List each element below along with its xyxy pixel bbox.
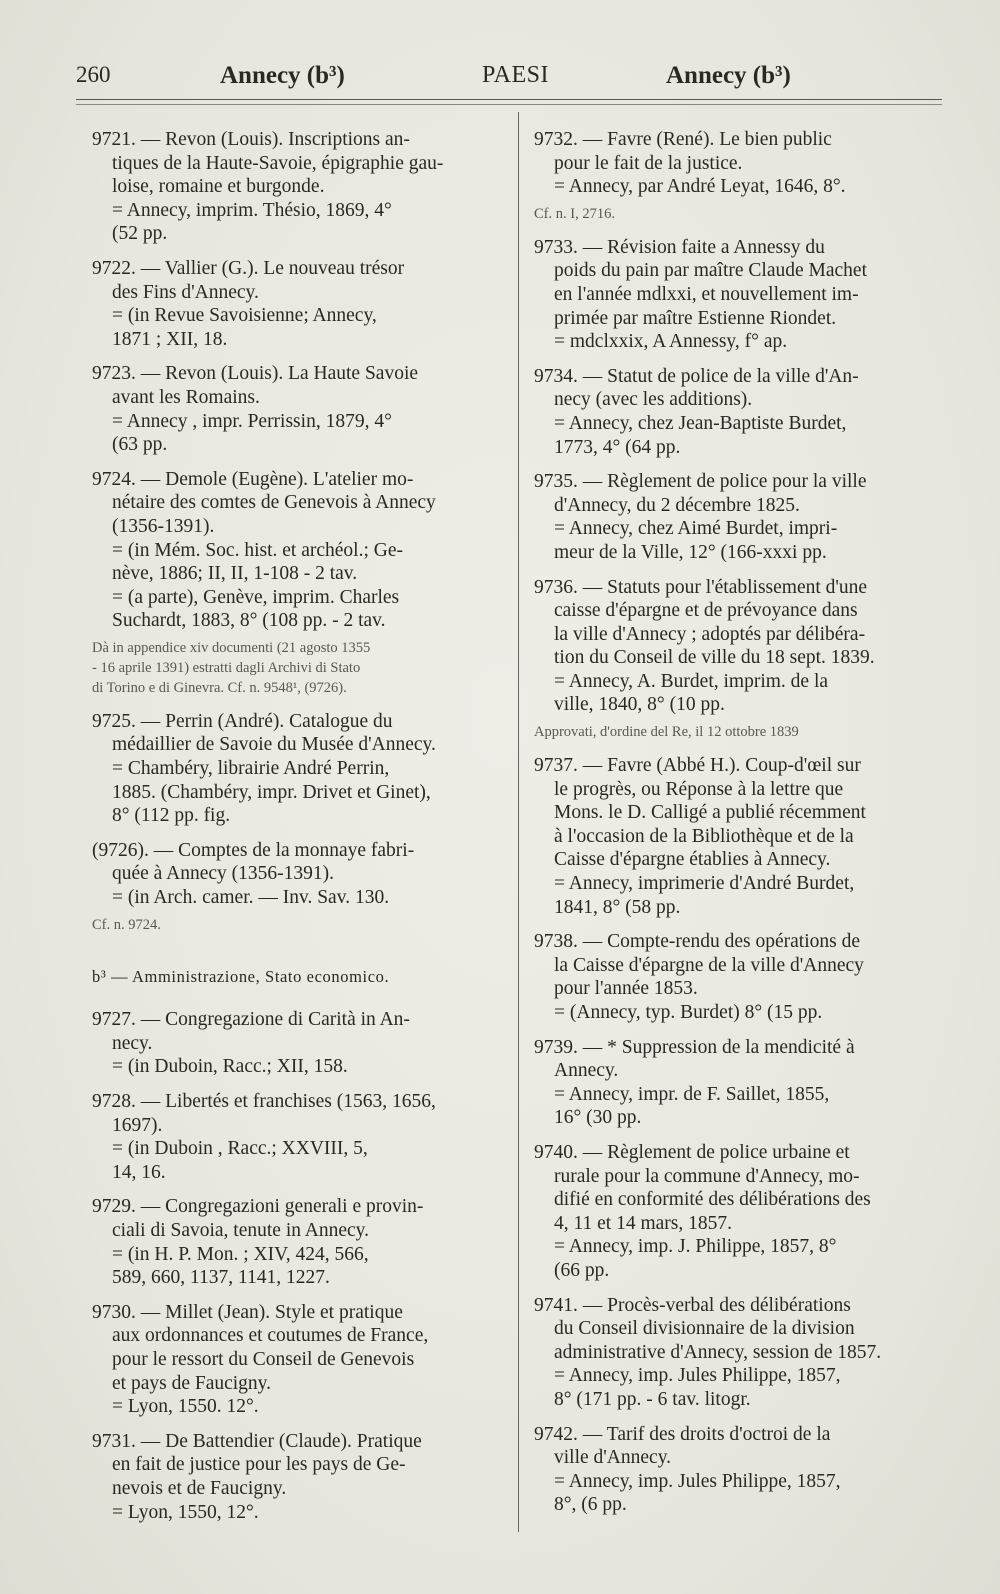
text-line: nétaire des comtes de Genevois à Annecy [112, 492, 436, 514]
text-line: administrative d'Annecy, session de 1857. [554, 1341, 882, 1363]
text-line: 9737. — Favre (Abbé H.). Coup-d'œil sur [534, 755, 861, 777]
right-running-title: Annecy (b³) [666, 62, 791, 89]
text-line: à l'occasion de la Bibliothèque et de la [554, 825, 854, 847]
text-line: (66 pp. [554, 1259, 610, 1281]
text-line: 9740. — Règlement de police urbaine et [534, 1141, 850, 1163]
text-line: 589, 660, 1137, 1141, 1227. [112, 1267, 330, 1289]
bibliography-entry [92, 468, 510, 633]
text-line: 9735. — Règlement de police pour la ville [534, 471, 867, 493]
text-line: = Annecy, impr. de F. Saillet, 1855, [554, 1083, 830, 1105]
text-line: = Annecy, A. Burdet, imprim. de la [554, 670, 829, 692]
text-line: 1841, 8° (58 pp. [554, 896, 681, 918]
text-line: d'Annecy, du 2 décembre 1825. [554, 494, 800, 516]
bibliographic-note [92, 638, 510, 698]
bibliographic-note [534, 722, 952, 742]
text-line: et pays de Faucigny. [112, 1372, 272, 1394]
text-line: = Annecy, chez Jean-Baptiste Burdet, [554, 412, 847, 434]
text-line: Mons. le D. Calligé a publié récemment [554, 802, 866, 824]
text-line: ciali di Savoia, tenute in Annecy. [112, 1219, 370, 1241]
text-line: 8° (171 pp. - 6 tav. litogr. [554, 1388, 751, 1410]
text-line: tion du Conseil de ville du 18 sept. 1839. [554, 647, 875, 669]
section-heading [92, 965, 510, 989]
text-line: = (in Revue Savoisienne; Annecy, [112, 305, 377, 327]
text-line: 1697). [112, 1114, 163, 1136]
text-line: difié en conformité des délibérations des [554, 1189, 871, 1211]
text-line: médaillier de Savoie du Musée d'Annecy. [112, 734, 436, 756]
text-line: tiques de la Haute-Savoie, épigraphie gau- [112, 152, 444, 174]
header-rule [76, 99, 942, 100]
text-line: 8°, (6 pp. [554, 1494, 627, 1516]
text-line: = Lyon, 1550, 12°. [112, 1501, 259, 1523]
text-line: 1773, 4° (64 pp. [554, 436, 681, 458]
text-line: 9723. — Revon (Louis). La Haute Savoie [92, 363, 419, 385]
text-line: di Torino e di Ginevra. Cf. n. 9548¹, (9726). [92, 679, 347, 696]
text-line: pour le fait de la justice. [554, 152, 743, 174]
text-line: Approvati, d'ordine del Re, il 12 ottobre 1839 [534, 724, 799, 741]
bibliography-entry [534, 1294, 952, 1412]
text-line: 9732. — Favre (René). Le bien public [534, 129, 832, 150]
bibliography-entry [534, 236, 952, 354]
text-line: = Annecy, imprimerie d'André Burdet, [554, 873, 855, 895]
text-line: 14, 16. [112, 1161, 166, 1183]
text-line: b³ — Amministrazione, Stato economico. [92, 966, 390, 986]
text-line: 9729. — Congregazioni generali e provin- [92, 1196, 424, 1218]
bibliography-entry [534, 930, 952, 1024]
text-line: Cf. n. 9724. [92, 916, 161, 933]
text-line: = Chambéry, librairie André Perrin, [112, 758, 390, 780]
bibliography-entry [92, 1008, 510, 1079]
text-line: meur de la Ville, 12° (166-xxxi pp. [554, 541, 827, 563]
text-line: necy. [112, 1032, 153, 1054]
header-rule-thin [76, 104, 942, 105]
text-line: = (in Mém. Soc. hist. et archéol.; Ge- [112, 539, 403, 561]
text-line: = (a parte), Genève, imprim. Charles [112, 586, 400, 608]
left-column [92, 128, 510, 1535]
text-line: pour le ressort du Conseil de Genevois [112, 1348, 415, 1370]
text-line: = Annecy, imprim. Thésio, 1869, 4° [112, 199, 392, 221]
text-line: 9730. — Millet (Jean). Style et pratique [92, 1301, 403, 1323]
center-running-title: PAESI [482, 62, 549, 88]
bibliographic-note [92, 915, 510, 935]
text-line: 9733. — Révision faite a Annessy du [534, 236, 825, 258]
text-line: la Caisse d'épargne de la ville d'Annecy [554, 954, 864, 976]
bibliography-entry [534, 1423, 952, 1517]
text-line: ville d'Annecy. [554, 1447, 672, 1469]
text-line: 9736. — Statuts pour l'établissement d'une [534, 576, 868, 598]
text-line: 9724. — Demole (Eugène). L'atelier mo- [92, 468, 414, 490]
text-line: primée par maître Estienne Riondet. [554, 307, 837, 329]
bibliographic-note [534, 204, 952, 224]
text-line: Caisse d'épargne établies à Annecy. [554, 849, 831, 871]
text-line: pour l'année 1853. [554, 978, 698, 1000]
bibliography-entry [534, 576, 952, 718]
page-number: 260 [76, 62, 111, 87]
text-line: nève, 1886; II, II, 1-108 - 2 tav. [112, 563, 358, 585]
text-line: (9726). — Comptes de la monnaye fabri- [92, 839, 415, 861]
text-line: = Annecy , impr. Perrissin, 1879, 4° [112, 410, 392, 432]
text-line: aux ordonnances et coutumes de France, [112, 1325, 429, 1347]
text-line: 9734. — Statut de police de la ville d'An- [534, 365, 859, 387]
text-line: 9728. — Libertés et franchises (1563, 1656, [92, 1091, 436, 1112]
text-line: nevois et de Faucigny. [112, 1477, 287, 1499]
text-line: (1356-1391). [112, 515, 215, 537]
text-line: (52 pp. [112, 223, 168, 245]
text-line: 9742. — Tarif des droits d'octroi de la [534, 1423, 831, 1445]
bibliography-entry [534, 754, 952, 919]
bibliography-entry [534, 470, 952, 564]
text-line: = (in H. P. Mon. ; XIV, 424, 566, [112, 1243, 369, 1265]
running-header [76, 62, 946, 102]
bibliography-entry [92, 710, 510, 828]
text-line: ville, 1840, 8° (10 pp. [554, 694, 725, 716]
text-line: poids du pain par maître Claude Machet [554, 260, 867, 282]
text-line: Suchardt, 1883, 8° (108 pp. - 2 tav. [112, 610, 386, 632]
bibliography-entry [534, 128, 952, 199]
text-line: caisse d'épargne et de prévoyance dans [554, 600, 858, 622]
text-line: avant les Romains. [112, 386, 260, 408]
text-line: 9731. — De Battendier (Claude). Pratique [92, 1430, 422, 1452]
left-running-title: Annecy (b³) [220, 62, 345, 89]
text-line: necy (avec les additions). [554, 389, 753, 411]
bibliography-entry [92, 257, 510, 351]
text-line: loise, romaine et burgonde. [112, 176, 325, 198]
text-line: = Annecy, par André Leyat, 1646, 8°. [554, 176, 846, 198]
text-line: en fait de justice pour les pays de Ge- [112, 1454, 406, 1476]
bibliography-entry [92, 362, 510, 456]
text-line: Annecy. [554, 1060, 619, 1082]
text-line: 9722. — Vallier (G.). Le nouveau trésor [92, 257, 405, 279]
text-line: quée à Annecy (1356-1391). [112, 863, 335, 885]
text-line: = Annecy, imp. J. Philippe, 1857, 8° [554, 1236, 837, 1258]
text-line: 9727. — Congregazione di Carità in An- [92, 1009, 410, 1031]
bibliography-entry [534, 1141, 952, 1283]
text-line: - 16 aprile 1391) estratti dagli Archivi di Stato [92, 659, 361, 676]
bibliography-entry [534, 1036, 952, 1130]
text-line: des Fins d'Annecy. [112, 281, 259, 303]
bibliography-entry [92, 1090, 510, 1184]
text-line: la ville d'Annecy ; adoptés par délibéra- [554, 623, 866, 645]
text-line: rurale pour la commune d'Annecy, mo- [554, 1165, 860, 1187]
text-line: 16° (30 pp. [554, 1107, 642, 1129]
text-line: 1871 ; XII, 18. [112, 328, 228, 350]
text-line: 9738. — Compte-rendu des opérations de [534, 931, 861, 953]
text-line: = Annecy, imp. Jules Philippe, 1857, [554, 1470, 841, 1492]
bibliography-entry [92, 1301, 510, 1419]
bibliography-entry [92, 839, 510, 910]
text-line: = (in Duboin , Racc.; XXVIII, 5, [112, 1138, 368, 1160]
bibliography-entry [92, 1430, 510, 1524]
text-line: = (in Dubоin, Racc.; XII, 158. [112, 1056, 348, 1078]
text-line: 1885. (Chambéry, impr. Drivet et Ginet), [112, 781, 431, 803]
text-line: = Annecy, imp. Jules Philippe, 1857, [554, 1365, 841, 1387]
text-line: = (Annecy, typ. Burdet) 8° (15 pp. [554, 1002, 823, 1023]
text-line: = Lyon, 1550. 12°. [112, 1396, 259, 1418]
text-line: 9739. — * Suppression de la mendicité à [534, 1036, 855, 1058]
text-line: Dà in appendice xiv documenti (21 agosto 1355 [92, 639, 371, 656]
text-line: = Annecy, chez Aimé Burdet, impri- [554, 518, 838, 540]
text-line: 4, 11 et 14 mars, 1857. [554, 1212, 733, 1234]
bibliography-entry [92, 128, 510, 246]
text-line: le progrès, ou Réponse à la lettre que [554, 778, 844, 800]
text-line: 9721. — Revon (Louis). Inscriptions an- [92, 129, 410, 150]
text-line: du Conseil divisionnaire de la division [554, 1318, 855, 1340]
text-line: = (in Arch. camer. — Inv. Sav. 130. [112, 887, 390, 909]
text-line: (63 pp. [112, 434, 168, 456]
column-divider [518, 112, 519, 1532]
text-line: 8° (112 pp. fig. [112, 805, 231, 827]
text-line: 9725. — Perrin (André). Catalogue du [92, 710, 393, 732]
right-column [534, 128, 952, 1528]
text-line: 9741. — Procès-verbal des délibérations [534, 1294, 851, 1316]
bibliography-entry [92, 1195, 510, 1289]
text-line: Cf. n. I, 2716. [534, 205, 615, 222]
text-line: = mdclxxix, A Annessy, f° ap. [554, 331, 788, 353]
bibliography-entry [534, 365, 952, 459]
text-line: en l'année mdlxxi, et nouvellement im- [554, 283, 859, 305]
